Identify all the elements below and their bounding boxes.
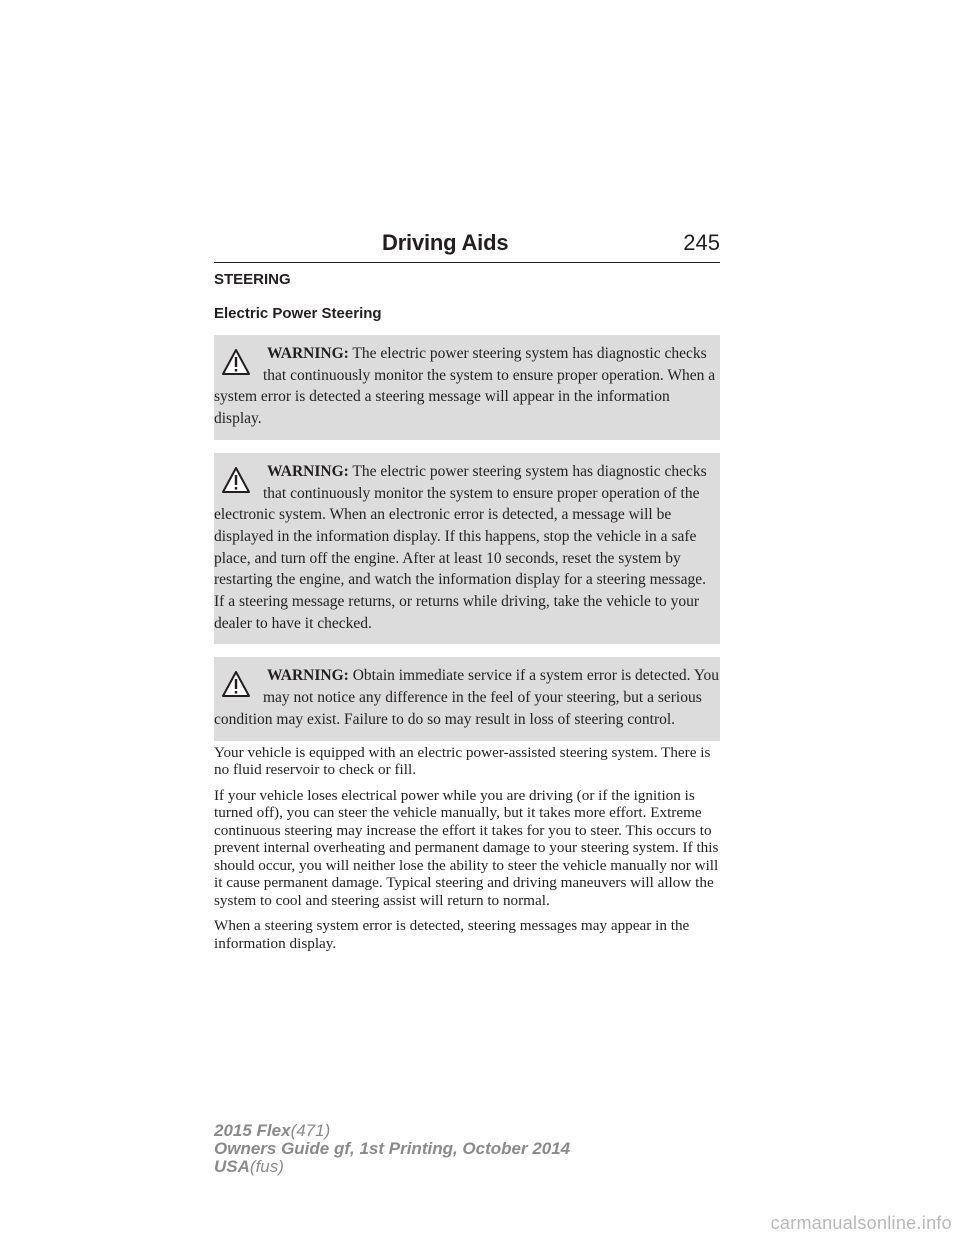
warning-triangle-icon: [221, 466, 251, 494]
warning-text: The electric power steering system has diagnostic checks that continuously monitor the system to ensure proper operation of the electronic system. When an electronic error is detected, a message will be displayed in the information display. If this happens, stop the vehicle in a safe place, and turn off the engine. After at least 10 seconds, reset the system by restarting the engine, and watch the information display for a steering message. If a steering message returns, or returns while driving, take the vehicle to your dealer to have it checked.: [214, 462, 707, 632]
footer-line: [214, 1140, 570, 1158]
warning-label: WARNING:: [267, 667, 349, 685]
footer-model: 2015 Flex: [214, 1121, 291, 1140]
footer-line: [214, 1158, 570, 1176]
body-paragraph: If your vehicle loses electrical power while you are driving (or if the ignition is turned off), you can steer the vehicle manually, but it takes more effort. Extreme continuous steering may increase the effort it takes for you to steer. This occurs to prevent internal overheating and permanent damage to your steering system. If this should occur, you will neither lose the ability to steer the vehicle manually nor will it cause permanent damage. Typical steering and driving maneuvers will allow the system to cool and steering assist will return to normal.: [214, 786, 719, 909]
warning-text: Obtain immediate service if a system error is detected. You may not notice any difference in the feel of your steering, but a serious condition may exist. Failure to do so may result in loss of steering control.: [214, 667, 719, 728]
warning-box: [214, 453, 720, 645]
footer-code: (fus): [249, 1157, 284, 1176]
warning-box: [214, 335, 720, 440]
page-content: [214, 270, 720, 960]
page-header: [214, 226, 720, 263]
warning-triangle-icon: [221, 670, 251, 698]
footer-code: (471): [290, 1121, 331, 1140]
section-heading: STEERING: [214, 271, 291, 288]
footer-region: USA: [214, 1157, 250, 1176]
page-number: 245: [683, 230, 720, 255]
body-paragraph: Your vehicle is equipped with an electric power-assisted steering system. There is no fluid reservoir to check or fill.: [214, 743, 711, 779]
footer-line: [214, 1122, 570, 1140]
footer-printing: Owners Guide gf, 1st Printing, October 2014: [214, 1139, 571, 1158]
footer: [214, 1122, 570, 1176]
warning-text: The electric power steering system has diagnostic checks that continuously monitor the system to ensure proper operation. When a system error is detected a steering message will appear in the information display.: [214, 345, 716, 428]
warning-label: WARNING:: [267, 345, 349, 362]
body-paragraph: When a steering system error is detected, steering messages may appear in the information display.: [214, 917, 690, 952]
warning-triangle-icon: [221, 348, 251, 376]
watermark: carmanualsonline.info: [770, 1213, 952, 1233]
warning-label: WARNING:: [267, 462, 349, 480]
warning-box: [214, 657, 720, 740]
subsection-heading: Electric Power Steering: [214, 305, 382, 322]
chapter-title: Driving Aids: [382, 230, 509, 255]
